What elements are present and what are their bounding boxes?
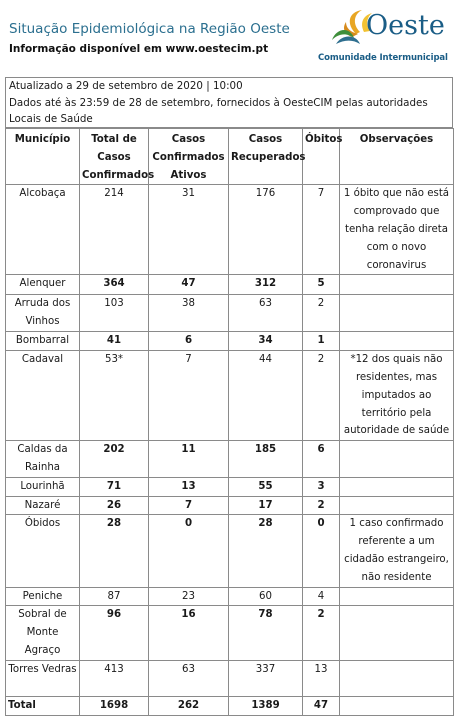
cell-observacoes <box>340 477 454 496</box>
cell-observacoes <box>340 441 454 478</box>
header-total: Total de Casos Confirmados <box>80 129 149 185</box>
table-row <box>6 295 454 332</box>
header-obitos: Óbitos <box>303 129 340 185</box>
header-recuperados: Casos Recuperados <box>229 129 303 185</box>
total-observacoes <box>340 696 454 715</box>
table-row <box>6 606 454 660</box>
cell-recuperados: 312 <box>229 275 303 295</box>
cell-total: 103 <box>80 295 149 332</box>
cell-municipio: Bombarral <box>6 332 80 351</box>
cell-ativos: 63 <box>149 660 229 696</box>
cell-ativos: 0 <box>149 515 229 587</box>
cell-municipio: Arruda dos Vinhos <box>6 295 80 332</box>
logo-subtitle: Comunidade Intermunicipal <box>318 53 448 63</box>
cell-total: 87 <box>80 587 149 606</box>
cell-total: 53* <box>80 351 149 441</box>
cell-obitos: 2 <box>303 351 340 441</box>
cell-municipio: Nazaré <box>6 496 80 515</box>
cell-municipio: Sobral de Monte Agraço <box>6 606 80 660</box>
cell-observacoes: 1 caso confirmado referente a um cidadão estrangeiro, não residente <box>340 515 454 587</box>
cell-ativos: 23 <box>149 587 229 606</box>
cell-ativos: 16 <box>149 606 229 660</box>
table-row <box>6 185 454 275</box>
cell-recuperados: 78 <box>229 606 303 660</box>
cell-recuperados: 185 <box>229 441 303 478</box>
cell-observacoes <box>340 496 454 515</box>
cell-ativos: 38 <box>149 295 229 332</box>
cell-total: 41 <box>80 332 149 351</box>
data-source-note: Dados até às 23:59 de 28 de setembro, fornecidos à OesteCIM pelas autoridades <box>9 96 428 109</box>
cell-observacoes <box>340 660 454 696</box>
cell-recuperados: 176 <box>229 185 303 275</box>
cell-obitos: 2 <box>303 496 340 515</box>
cell-municipio: Torres Vedras <box>6 660 80 696</box>
total-obitos: 47 <box>303 696 340 715</box>
page-title: Situação Epidemiológica na Região Oeste <box>9 21 290 37</box>
cell-obitos: 0 <box>303 515 340 587</box>
cell-ativos: 7 <box>149 496 229 515</box>
cell-municipio: Óbidos <box>6 515 80 587</box>
oeste-logo <box>316 4 454 70</box>
table-row <box>6 477 454 496</box>
cell-ativos: 6 <box>149 332 229 351</box>
table-row <box>6 587 454 606</box>
cell-ativos: 7 <box>149 351 229 441</box>
cell-total: 364 <box>80 275 149 295</box>
table-row <box>6 660 454 696</box>
cases-table <box>5 128 454 716</box>
cell-total: 413 <box>80 660 149 696</box>
update-timestamp: Atualizado a 29 de setembro de 2020 | 10:00 <box>9 80 243 92</box>
cell-total: 26 <box>80 496 149 515</box>
header-observacoes: Observações <box>340 129 454 185</box>
cell-municipio: Alcobaça <box>6 185 80 275</box>
cell-recuperados: 17 <box>229 496 303 515</box>
cell-observacoes: 1 óbito que não está comprovado que tenha relação direta com o novo coronavirus <box>340 185 454 275</box>
cell-recuperados: 63 <box>229 295 303 332</box>
cell-ativos: 13 <box>149 477 229 496</box>
cell-obitos: 2 <box>303 606 340 660</box>
cell-municipio: Lourinhã <box>6 477 80 496</box>
table-row <box>6 515 454 587</box>
table-row <box>6 332 454 351</box>
cell-observacoes: *12 dos quais não residentes, mas imputados ao território pela autoridade de saúde <box>340 351 454 441</box>
update-info-box <box>5 77 453 128</box>
cell-obitos: 2 <box>303 295 340 332</box>
cell-ativos: 47 <box>149 275 229 295</box>
page-subtitle: Informação disponível em www.oestecim.pt <box>9 43 269 55</box>
total-confirmados: 1698 <box>80 696 149 715</box>
cell-obitos: 6 <box>303 441 340 478</box>
cell-recuperados: 337 <box>229 660 303 696</box>
cell-total: 202 <box>80 441 149 478</box>
cell-municipio: Alenquer <box>6 275 80 295</box>
table-row <box>6 351 454 441</box>
cell-observacoes <box>340 606 454 660</box>
header-municipio: Município <box>6 129 80 185</box>
header-ativos: Casos Confirmados Ativos <box>149 129 229 185</box>
cell-ativos: 31 <box>149 185 229 275</box>
table-total-row <box>6 696 454 715</box>
cell-obitos: 1 <box>303 332 340 351</box>
cell-municipio: Peniche <box>6 587 80 606</box>
cell-total: 214 <box>80 185 149 275</box>
cell-observacoes <box>340 295 454 332</box>
table-row <box>6 441 454 478</box>
cell-obitos: 3 <box>303 477 340 496</box>
cell-ativos: 11 <box>149 441 229 478</box>
data-source-note-cont: Locais de Saúde <box>9 113 93 125</box>
cell-total: 28 <box>80 515 149 587</box>
cell-obitos: 13 <box>303 660 340 696</box>
cell-observacoes <box>340 587 454 606</box>
cell-recuperados: 28 <box>229 515 303 587</box>
cell-obitos: 4 <box>303 587 340 606</box>
cell-recuperados: 34 <box>229 332 303 351</box>
table-row <box>6 275 454 295</box>
cell-obitos: 7 <box>303 185 340 275</box>
cell-observacoes <box>340 275 454 295</box>
total-ativos: 262 <box>149 696 229 715</box>
cell-recuperados: 55 <box>229 477 303 496</box>
total-recuperados: 1389 <box>229 696 303 715</box>
cell-total: 96 <box>80 606 149 660</box>
cell-observacoes <box>340 332 454 351</box>
table-header-row <box>6 129 454 185</box>
total-label: Total <box>6 696 80 715</box>
cell-municipio: Caldas da Rainha <box>6 441 80 478</box>
logo-wordmark: Oeste <box>366 10 445 41</box>
cell-obitos: 5 <box>303 275 340 295</box>
table-row <box>6 496 454 515</box>
cell-recuperados: 44 <box>229 351 303 441</box>
cell-municipio: Cadaval <box>6 351 80 441</box>
cell-total: 71 <box>80 477 149 496</box>
cell-recuperados: 60 <box>229 587 303 606</box>
table-body <box>6 185 454 715</box>
header <box>0 0 456 72</box>
